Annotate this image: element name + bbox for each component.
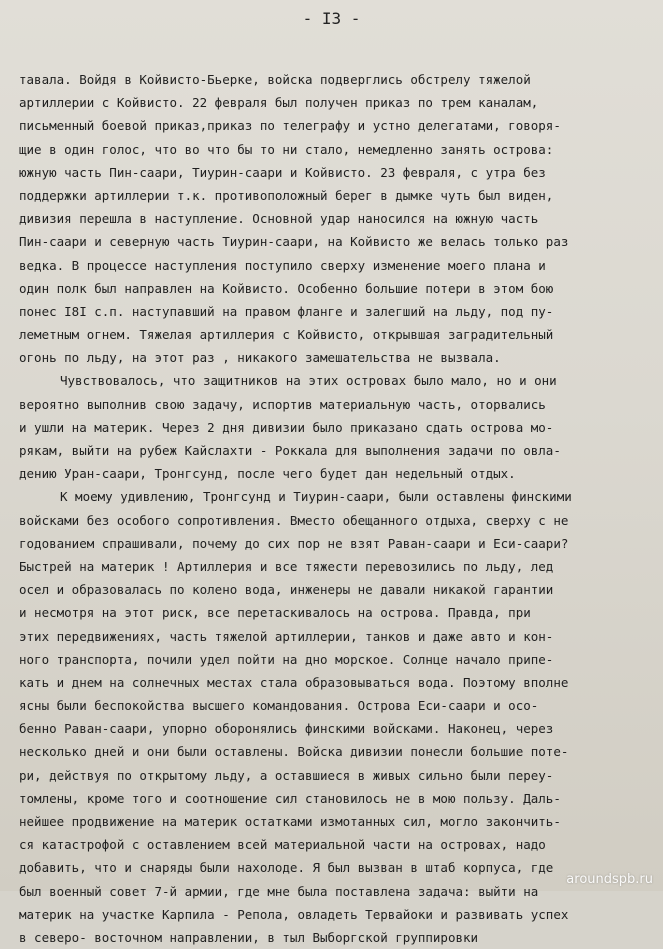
paragraph-first-line: К моему удивлению, Тронгсунд и Тиурин-саари, были оставлены финскими: [60, 489, 572, 505]
text-line: войсками без особого сопротивления. Вместо обещанного отдыха, сверху с не: [19, 512, 569, 528]
text-line: щие в один голос, что во что бы то ни стало, немедленно занять острова:: [19, 141, 554, 157]
text-line: поддержки артиллерии т.к. противоположный берег в дымке чуть был виден,: [19, 187, 554, 203]
text-line: добавить, что и снаряды были нахолоде. Я был вызван в штаб корпуса, где: [19, 860, 554, 876]
text-line: дивизия перешла в наступление. Основной удар наносился на южную часть: [19, 211, 539, 227]
text-line: огонь по льду, на этот раз , никакого замешательства не вызвала.: [19, 350, 501, 366]
text-line: годованием спрашивали, почему до сих пор не взят Раван-саари и Еси-саари?: [19, 535, 569, 551]
text-line: ного транспорта, почили удел пойти на дно морское. Солнце начало припе-: [19, 651, 554, 667]
text-line: нейшее продвижение на материк остатками измотанных сил, могло закончить-: [19, 814, 561, 829]
page-number: - I3 -: [302, 9, 361, 28]
text-line: и ушли на материк. Через 2 дня дивизии было приказано сдать острова мо-: [19, 419, 554, 435]
text-line: леметным огнем. Тяжелая артиллерия с Койвисто, открывшая заградительный: [19, 327, 554, 343]
text-line: ясны были беспокойства высшего командования. Острова Еси-саари и осо-: [19, 698, 539, 714]
text-line: южную часть Пин-саари, Тиурин-саари и Койвисто. 23 февраля, с утра без: [19, 164, 546, 180]
text-line: рякам, выйти на рубеж Кайслахти - Роккала для выполнения задачи по овла-: [19, 443, 561, 458]
text-line: и несмотря на этот риск, все перетаскивалось на острова. Правда, при: [19, 605, 531, 621]
text-line: ся катастрофой с оставлением всей материальной части на островах, надо: [19, 837, 546, 853]
text-line: осел и образовалась по колено вода, инженеры не давали никакой гарантии: [19, 582, 554, 598]
watermark: aroundspb.ru: [566, 872, 653, 887]
text-line: этих передвижениях, часть тяжелой артиллерии, танков и даже авто и кон-: [19, 628, 554, 644]
text-line: бенно Раван-саари, упорно оборонялись финскими войсками. Наконец, через: [19, 721, 554, 737]
text-line: артиллерии с Койвисто. 22 февраля был получен приказ по трем каналам,: [19, 95, 539, 111]
text-line: Быстрей на материк ! Артиллерия и все тяжести перевозились по льду, лед: [19, 558, 554, 574]
text-line: дению Уран-саари, Тронгсунд, после чего будет дан недельный отдых.: [19, 466, 516, 482]
text-line: письменный боевой приказ,приказ по телеграфу и устно делегатами, говоря-: [19, 118, 561, 134]
text-line: понес I8I с.п. наступавший на правом фланге и залегший на льду, под пу-: [19, 303, 554, 319]
text-line: ведка. В процессе наступления поступило сверху изменение моего плана и: [19, 257, 546, 273]
text-line: материк на участке Карпила - Репола, овладеть Тервайоки и развивать успех: [19, 906, 569, 922]
text-line: был военный совет 7-й армии, где мне была поставлена задача: выйти на: [19, 883, 539, 899]
text-line: тавала. Войдя в Койвисто-Бьерке, войска подверглись обстрелу тяжелой: [19, 72, 531, 87]
text-line: кать и днем на солнечных местах стала образовываться вода. Поэтому вполне: [19, 674, 569, 690]
text-line: в северо- восточном направлении, в тыл Выборгской группировки: [19, 929, 479, 945]
document-text: [0, 68, 663, 949]
text-line: несколько дней и они были оставлены. Войска дивизии понесли большие поте-: [19, 744, 569, 760]
paragraph-first-line: Чувствовалось, что защитников на этих островах было мало, но и они: [60, 373, 557, 389]
text-line: Пин-саари и северную часть Тиурин-саари, на Койвисто же велась только раз: [19, 234, 569, 250]
text-line: томлены, кроме того и соотношение сил становилось не в мою пользу. Даль-: [19, 790, 561, 806]
text-line: вероятно выполнив свою задачу, испортив материальную часть, оторвались: [19, 396, 546, 412]
text-line: ри, действуя по открытому льду, а оставшиеся в живых сильно были переу-: [19, 767, 554, 783]
text-line: один полк был направлен на Койвисто. Особенно большие потери в этом бою: [19, 280, 554, 296]
